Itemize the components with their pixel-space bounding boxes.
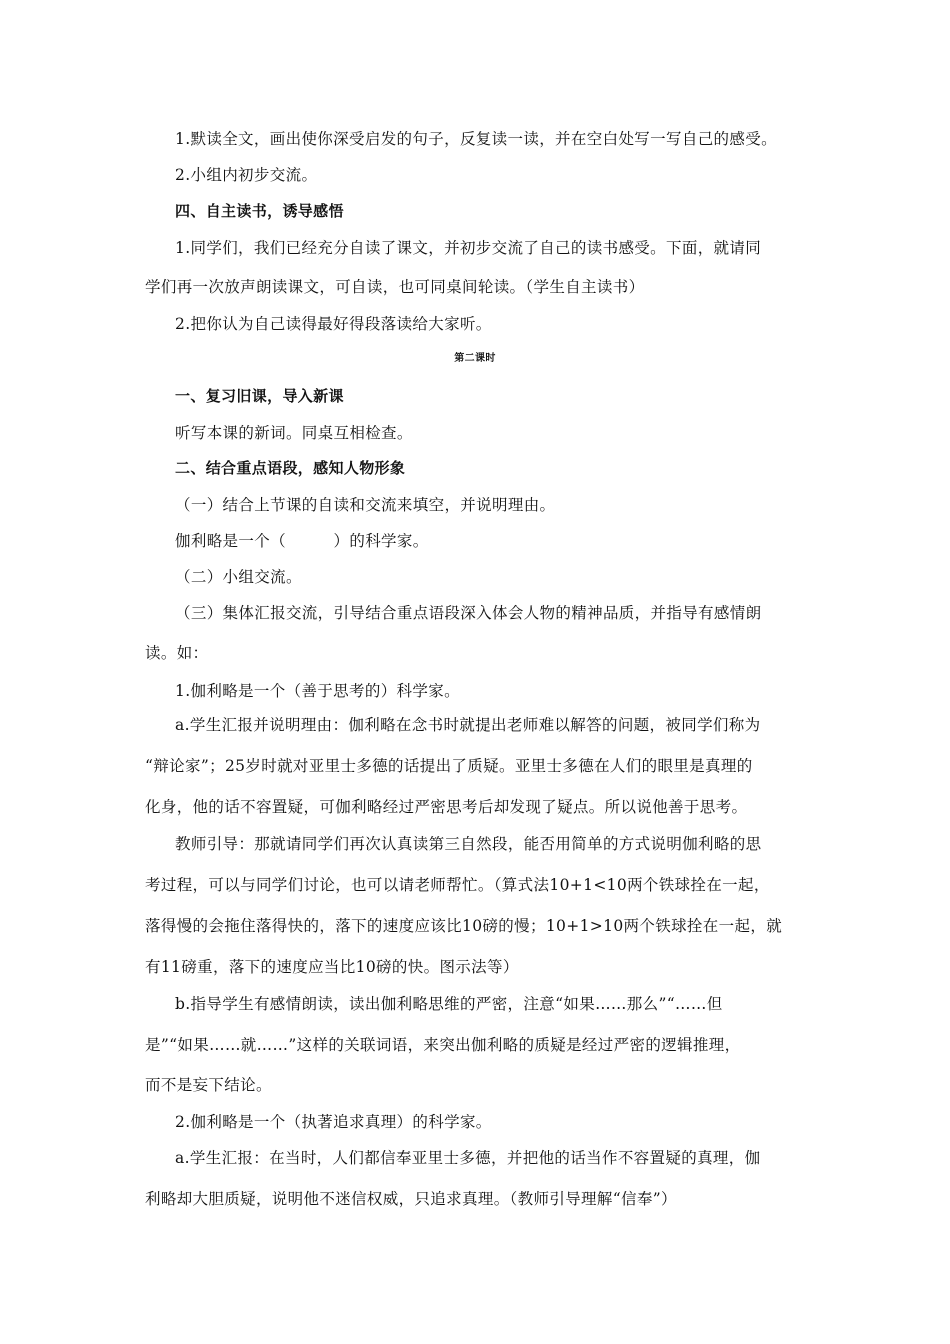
paragraph-line: “辩论家”；25岁时就对亚里士多德的话提出了质疑。亚里士多德在人们的眼里是真理的 (145, 757, 753, 775)
paragraph-line: a.学生汇报：在当时，人们都信奉亚里士多德，并把他的话当作不容置疑的真理，伽 (175, 1149, 761, 1167)
paragraph-line: 有11磅重，落下的速度应当比10磅的快。图示法等） (145, 958, 519, 976)
paragraph-line: （一）结合上节课的自读和交流来填空，并说明理由。 (175, 496, 556, 514)
paragraph-line: 伽利略是一个（ ）的科学家。 (175, 532, 429, 550)
paragraph-line: 2.把你认为自己读得最好得段落读给大家听。 (175, 315, 492, 333)
paragraph-line: （二）小组交流。 (175, 568, 302, 586)
paragraph-line: 落得慢的会拖住落得快的，落下的速度应该比10磅的慢；10+1>10两个铁球拴在一起，就 (145, 917, 783, 935)
paragraph-line: 1.同学们，我们已经充分自读了课文，并初步交流了自己的读书感受。下面，就请同 (175, 239, 762, 257)
paragraph-line: 2.伽利略是一个（执著追求真理）的科学家。 (175, 1113, 492, 1131)
paragraph-line: 化身，他的话不容置疑，可伽利略经过严密思考后却发现了疑点。所以说他善于思考。 (145, 798, 748, 816)
paragraph-line: 1.伽利略是一个（善于思考的）科学家。 (175, 682, 460, 700)
paragraph-line: 考过程，可以与同学们讨论，也可以请老师帮忙。（算式法10+1<10两个铁球拴在一起， (145, 876, 770, 894)
paragraph-line: a.学生汇报并说明理由：伽利略在念书时就提出老师难以解答的问题，被同学们称为 (175, 716, 761, 734)
paragraph-line: 教师引导：那就请同学们再次认真读第三自然段，能否用简单的方式说明伽利略的思 (175, 835, 762, 853)
section-heading: 二、结合重点语段，感知人物形象 (175, 459, 406, 477)
paragraph-line: 利略却大胆质疑，说明他不迷信权威，只追求真理。（教师引导理解“信奉”） (145, 1190, 677, 1208)
paragraph-line: 1.默读全文，画出使你深受启发的句子，反复读一读，并在空白处写一写自己的感受。 (175, 130, 777, 148)
section-heading: 一、复习旧课，导入新课 (175, 387, 344, 405)
paragraph-line: 是”“如果……就……”这样的关联词语，来突出伽利略的质疑是经过严密的逻辑推理， (145, 1036, 741, 1054)
section-heading: 四、自主读书，诱导感悟 (175, 202, 344, 220)
paragraph-line: 读。如： (145, 644, 209, 662)
paragraph-line: （三）集体汇报交流，引导结合重点语段深入体会人物的精神品质，并指导有感情朗 (175, 604, 762, 622)
paragraph-line: 学们再一次放声朗读课文，可自读，也可同桌间轮读。（学生自主读书） (145, 278, 645, 296)
paragraph-line: b.指导学生有感情朗读，读出伽利略思维的严密，注意“如果……那么”“……但 (175, 995, 723, 1013)
paragraph-line: 2.小组内初步交流。 (175, 166, 318, 184)
paragraph-line: 而不是妄下结论。 (145, 1076, 272, 1094)
lesson-title: 第二课时 (454, 353, 496, 364)
paragraph-line: 听写本课的新词。同桌互相检查。 (175, 424, 413, 442)
